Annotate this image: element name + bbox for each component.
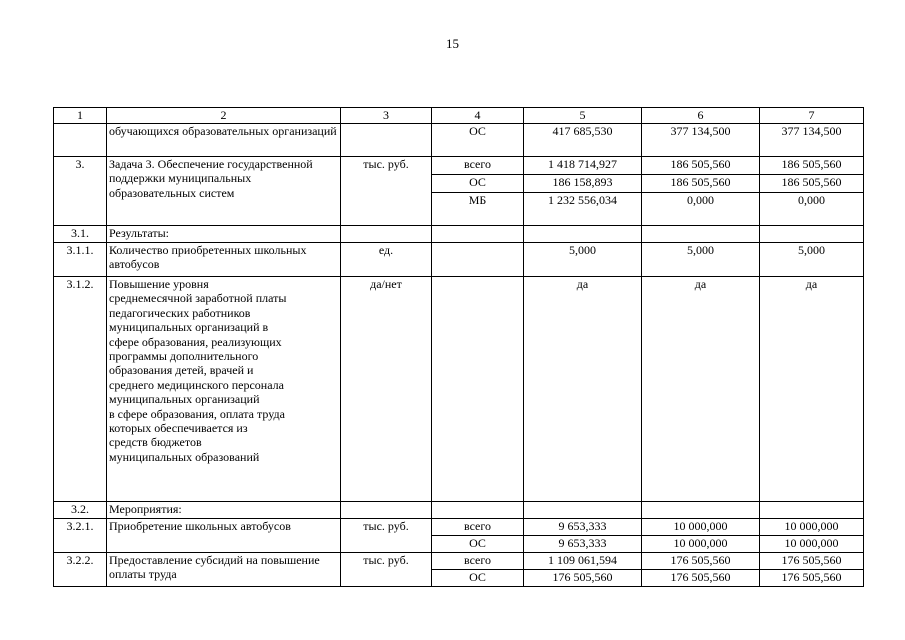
row-title: Приобретение школьных автобусов — [107, 519, 341, 553]
row-title: Предоставление субсидий на повышение оплаты труда — [107, 553, 341, 587]
row-value-7: 10 000,000 — [760, 536, 864, 553]
row-num: 3.2. — [54, 502, 107, 519]
row-title-line: среднего медицинского персонала — [109, 377, 284, 392]
row-source: ОС — [432, 124, 524, 157]
table-row — [54, 502, 864, 519]
row-value-5 — [524, 502, 642, 519]
table-row — [54, 243, 864, 277]
row-value-7 — [760, 502, 864, 519]
row-unit — [341, 226, 432, 243]
table-header-row — [54, 108, 864, 124]
row-unit: тыс. руб. — [341, 553, 432, 587]
row-num: 3.2.2. — [54, 553, 107, 587]
row-title-line: средств бюджетов — [109, 435, 202, 450]
row-unit: да/нет — [341, 277, 432, 502]
table-row — [54, 226, 864, 243]
row-value-7: 10 000,000 — [760, 519, 864, 536]
row-title-line: муниципальных организаций в — [109, 320, 269, 335]
row-num — [54, 124, 107, 157]
row-source: всего — [432, 157, 524, 175]
row-title: Количество приобретенных школьных автобусов — [107, 243, 341, 277]
row-unit: тыс. руб. — [341, 157, 432, 226]
row-value-5: 176 505,560 — [524, 570, 642, 587]
header-col-7: 7 — [760, 108, 864, 124]
row-value-6: 176 505,560 — [642, 570, 760, 587]
row-value-7: 176 505,560 — [760, 570, 864, 587]
row-source: всего — [432, 553, 524, 570]
row-title — [107, 277, 341, 502]
row-title-line: среднемесячной заработной платы — [109, 291, 287, 306]
row-unit — [341, 124, 432, 157]
row-value-7: 0,000 — [760, 193, 864, 226]
row-value-7: 186 505,560 — [760, 157, 864, 175]
row-num: 3.1. — [54, 226, 107, 243]
row-value-6: да — [642, 277, 760, 502]
row-value-5: да — [524, 277, 642, 502]
row-unit: тыс. руб. — [341, 519, 432, 553]
row-title: Результаты: — [107, 226, 341, 243]
row-value-7: 186 505,560 — [760, 175, 864, 193]
header-col-3: 3 — [341, 108, 432, 124]
row-value-6: 10 000,000 — [642, 519, 760, 536]
program-table — [53, 107, 864, 587]
table-row — [54, 553, 864, 570]
row-title-line: педагогических работников — [109, 305, 251, 320]
row-value-5: 9 653,333 — [524, 536, 642, 553]
table-row — [54, 124, 864, 157]
header-col-1: 1 — [54, 108, 107, 124]
row-unit — [341, 502, 432, 519]
row-value-5: 1 418 714,927 — [524, 157, 642, 175]
row-value-7: да — [760, 277, 864, 502]
row-source — [432, 243, 524, 277]
row-title-line: Повышение уровня — [109, 277, 209, 291]
row-source: ОС — [432, 536, 524, 553]
row-value-6: 176 505,560 — [642, 553, 760, 570]
table-row — [54, 157, 864, 175]
row-source: ОС — [432, 175, 524, 193]
row-title-line: в сфере образования, оплата труда — [109, 406, 285, 421]
header-col-5: 5 — [524, 108, 642, 124]
row-value-7 — [760, 226, 864, 243]
row-value-5: 417 685,530 — [524, 124, 642, 157]
row-title-line: образования детей, врачей и — [109, 363, 254, 378]
row-title-line: муниципальных организаций — [109, 392, 260, 407]
row-title-line: которых обеспечивается из — [109, 421, 248, 436]
header-col-4: 4 — [432, 108, 524, 124]
row-value-5: 1 109 061,594 — [524, 553, 642, 570]
row-title-line: муниципальных образований — [109, 449, 260, 464]
row-value-6: 0,000 — [642, 193, 760, 226]
row-value-6: 10 000,000 — [642, 536, 760, 553]
row-title-line: сфере образования, реализующих — [109, 334, 282, 349]
row-value-6: 186 505,560 — [642, 175, 760, 193]
row-title-line: программы дополнительного — [109, 349, 259, 364]
row-source — [432, 277, 524, 502]
table-row — [54, 277, 864, 502]
row-value-5 — [524, 226, 642, 243]
row-value-6: 5,000 — [642, 243, 760, 277]
header-col-2: 2 — [107, 108, 341, 124]
table-row — [54, 519, 864, 536]
row-value-6: 186 505,560 — [642, 157, 760, 175]
row-title: Мероприятия: — [107, 502, 341, 519]
row-num: 3.2.1. — [54, 519, 107, 553]
row-value-5: 186 158,893 — [524, 175, 642, 193]
row-num: 3. — [54, 157, 107, 226]
row-source: всего — [432, 519, 524, 536]
row-num: 3.1.2. — [54, 277, 107, 502]
row-value-5: 5,000 — [524, 243, 642, 277]
row-value-7: 377 134,500 — [760, 124, 864, 157]
row-value-6: 377 134,500 — [642, 124, 760, 157]
row-unit: ед. — [341, 243, 432, 277]
row-value-7: 176 505,560 — [760, 553, 864, 570]
row-value-6 — [642, 502, 760, 519]
row-title: обучающихся образовательных организаций — [107, 124, 341, 157]
row-title: Задача 3. Обеспечение государственной поддержки муниципальных образовательных систем — [107, 157, 341, 226]
header-col-6: 6 — [642, 108, 760, 124]
row-source: ОС — [432, 570, 524, 587]
row-value-7: 5,000 — [760, 243, 864, 277]
row-source: МБ — [432, 193, 524, 226]
row-source — [432, 226, 524, 243]
row-value-5: 9 653,333 — [524, 519, 642, 536]
page-number: 15 — [446, 36, 459, 51]
row-value-6 — [642, 226, 760, 243]
row-value-5: 1 232 556,034 — [524, 193, 642, 226]
row-num: 3.1.1. — [54, 243, 107, 277]
row-source — [432, 502, 524, 519]
